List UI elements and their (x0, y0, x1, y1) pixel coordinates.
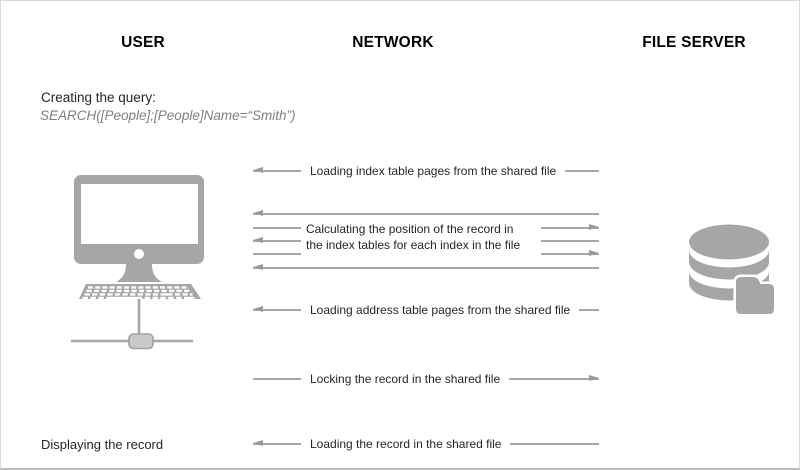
message-label-line2: the index tables for each index in the file (306, 238, 521, 252)
message-label: Locking the record in the shared file (310, 372, 501, 386)
arrow-left (253, 309, 301, 311)
monitor-screen (81, 184, 198, 244)
column-header-file-server: FILE SERVER (642, 34, 746, 51)
arrowhead-left-icon (253, 167, 263, 173)
arrow-left-full (253, 267, 599, 269)
message-row-loading-index (253, 163, 599, 179)
arrow-left (253, 443, 301, 445)
message-row-loading-address (253, 302, 599, 318)
arrowhead-left-icon (253, 210, 263, 216)
arrow-right (509, 378, 599, 380)
database-folder-icon (684, 219, 779, 319)
message-label: Loading the record in the shared file (310, 437, 502, 451)
monitor-camera-dot (134, 249, 144, 259)
arrowhead-left-icon (253, 306, 263, 312)
column-header-network: NETWORK (352, 34, 434, 51)
line-segment (579, 309, 599, 311)
arrowhead-left-icon (253, 237, 263, 243)
message-label-line1: Calculating the position of the record in (306, 222, 514, 236)
arrow-right (541, 227, 599, 229)
arrowhead-right-icon (589, 224, 599, 230)
line-segment (510, 443, 599, 445)
line-segment (253, 378, 301, 380)
message-label: Loading index table pages from the shared file (310, 164, 557, 178)
monitor-stand (116, 264, 162, 282)
arrow-right (541, 253, 599, 255)
arrow-left (253, 240, 301, 242)
arrowhead-left-icon (253, 440, 263, 446)
message-row-locking-record (253, 371, 599, 387)
line-segment (541, 240, 599, 242)
query-code: SEARCH([People];[People]Name=“Smith”) (40, 108, 296, 123)
column-header-user: USER (121, 34, 165, 51)
line-segment (253, 227, 301, 229)
desktop-computer-icon (66, 171, 206, 351)
arrow-left-full (253, 213, 599, 215)
folder-overlay (736, 277, 774, 314)
displaying-record-label: Displaying the record (41, 437, 164, 452)
message-label-calculating (306, 221, 520, 253)
message-label: Loading address table pages from the shared file (310, 303, 571, 317)
line-segment (565, 170, 599, 172)
network-node (129, 334, 153, 349)
arrowhead-left-icon (253, 264, 263, 270)
arrowhead-right-icon (589, 375, 599, 381)
database-top-disc (689, 225, 769, 260)
message-row-loading-record (253, 436, 599, 452)
arrowhead-right-icon (589, 250, 599, 256)
line-segment (253, 253, 301, 255)
query-caption: Creating the query: (41, 90, 156, 105)
arrow-left (253, 170, 301, 172)
